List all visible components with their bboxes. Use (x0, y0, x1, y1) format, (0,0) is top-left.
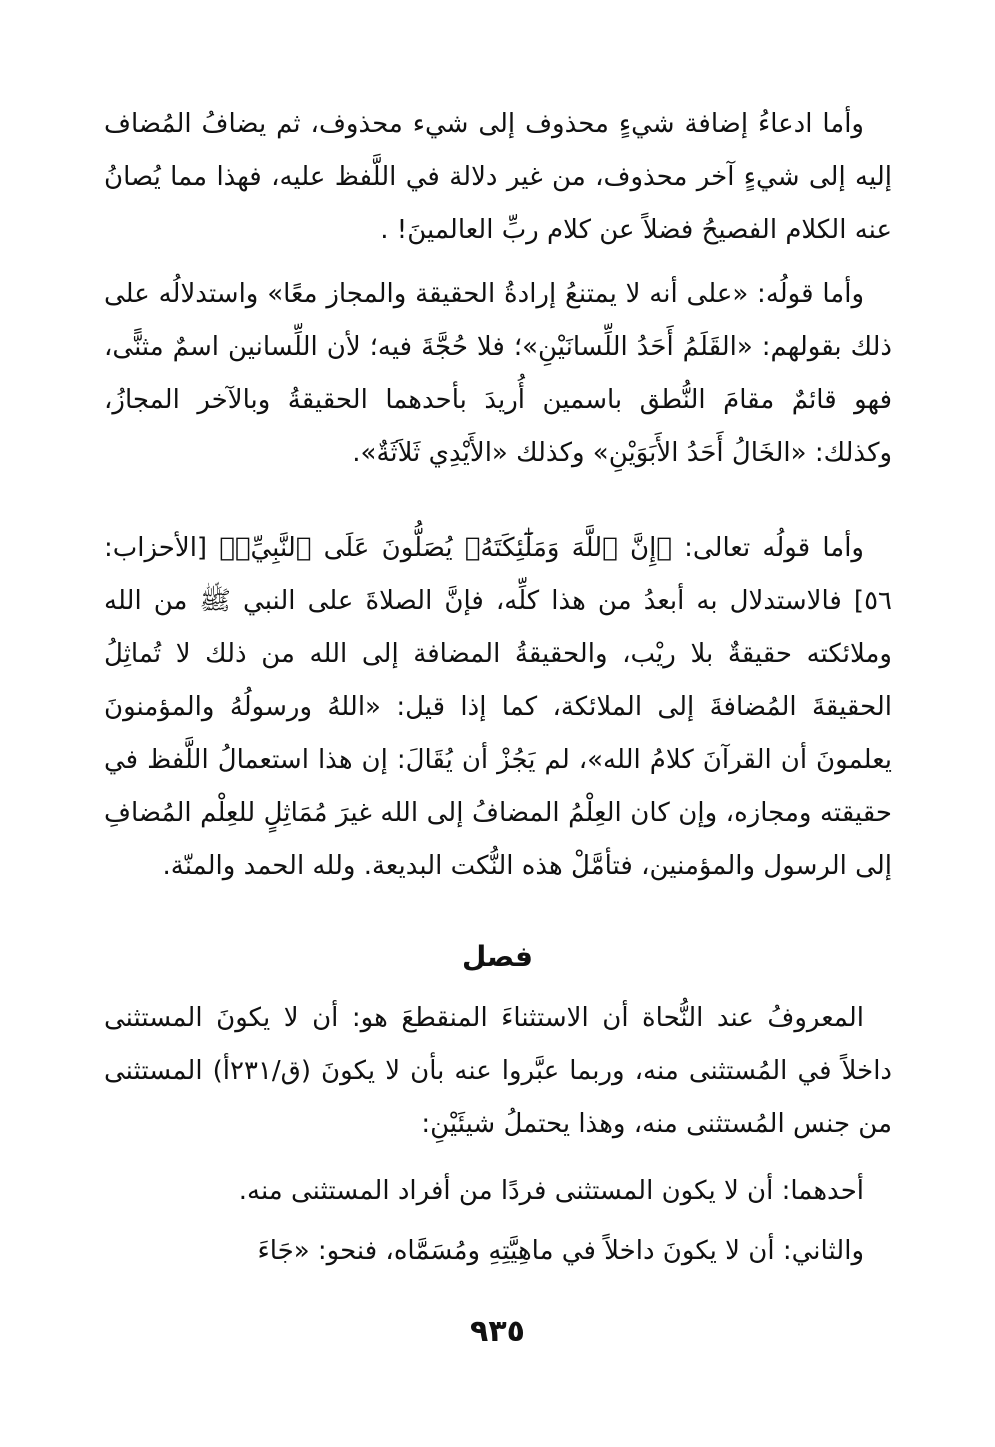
paragraph-block-6 (104, 1225, 892, 1278)
paragraph-second-meaning: والثاني: أن لا يكونَ داخلاً في ماهِيَّتِهِ ومُسَمَّاه، فنحو: «جَاءَ (257, 1236, 864, 1266)
paragraph-block-4 (104, 992, 892, 1151)
paragraph-first-meaning: أحدهما: أن لا يكون المستثنى فردًا من أفراد المستثنى منه. (238, 1176, 864, 1206)
paragraph-istithna: المعروفُ عند النُّحاة أن الاستثناءَ المنقطعَ هو: أن لا يكونَ المستثنى داخلاً في المُستثنى منه، وربما عبَّروا عنه بأن لا يكونَ (ق/٢٣١أ) المستثنى من جنس المُستثنى منه، وهذا يحتملُ شيئَيْنِ: (104, 1003, 892, 1139)
paragraph-verse-salat: وأما قولُه تعالى: ﴿إِنَّ ٱللَّهَ وَمَلَٰٓئِكَتَهُۥ يُصَلُّونَ عَلَى ٱلنَّبِيِّۚ﴾ [الأحزاب: ٥٦] فالاستدلال به أبعدُ من هذا كلِّه، فإنَّ الصلاةَ على النبي ﷺ من الله وملائكته حقيقةٌ بلا ريْب، والحقيقةُ المضافة إلى الله من ذلك لا تُماثِلُ الحقيقةَ المُضافةَ إلى الملائكة، كما إذا قيل: «اللهُ ورسولُهُ والمؤمنونَ يعلمونَ أن القرآنَ كلامُ الله»، لم يَجُزْ أن يُقَالَ: إن هذا استعمالُ اللَّفظ في حقيقته ومجازه، وإن كان العِلْمُ المضافُ إلى الله غيرَ مُمَاثِلٍ للعِلْم المُضافِ إلى الرسول والمؤمنين، فتأمَّلْ هذه النُّكت البديعة. ولله الحمد والمنّة. (104, 533, 892, 881)
paragraph-block-5 (104, 1165, 892, 1218)
paragraph-block-3 (104, 522, 892, 893)
page-number: ٩٣٥ (470, 1314, 525, 1349)
paragraph-block-1 (104, 98, 892, 257)
section-heading: فصل (462, 940, 533, 973)
paragraph-block-2 (104, 268, 892, 480)
paragraph-idaa-idafa: وأما ادعاءُ إضافة شيءٍ محذوف إلى شيء محذوف، ثم يضافُ المُضاف إليه إلى شيءٍ آخر محذوف، من غير دلالة في اللَّفظ عليه، فهذا مما يُصانُ عنه الكلام الفصيحُ فضلاً عن كلام ربِّ العالمينَ! . (104, 109, 892, 245)
paragraph-haqiqa-majaz: وأما قولُه: «على أنه لا يمتنعُ إرادةُ الحقيقة والمجاز معًا» واستدلالُه على ذلك بقولهم: «القَلَمُ أَحَدُ اللِّسانَيْنِ»؛ فلا حُجَّةَ فيه؛ لأن اللِّسانين اسمٌ مثنًّى، فهو قائمٌ مقامَ النُّطق باسمين أُريدَ بأحدهما الحقيقةُ وبالآخر المجازُ، وكذلك: «الخَالُ أَحَدُ الأَبَوَيْنِ» وكذلك «الأَيْدِي ثَلاَثَةٌ». (104, 279, 892, 468)
